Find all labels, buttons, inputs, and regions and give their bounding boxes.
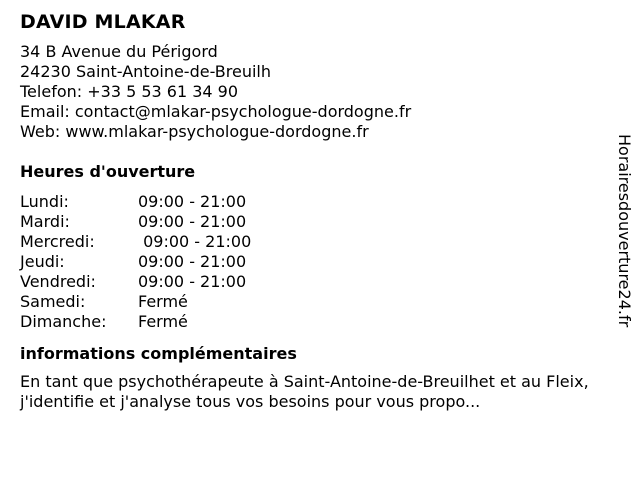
hours-day: Lundi: bbox=[20, 192, 69, 211]
hours-row-saturday bbox=[20, 292, 610, 312]
hours-time: 09:00 - 21:00 bbox=[138, 192, 247, 211]
web-line: Web: www.mlakar-psychologue-dordogne.fr bbox=[20, 122, 369, 141]
hours-time: 09:00 - 21:00 bbox=[138, 212, 247, 231]
site-watermark: Horairesdouverture24.fr bbox=[615, 134, 634, 328]
hours-row-monday bbox=[20, 192, 610, 212]
hours-day: Samedi: bbox=[20, 292, 86, 311]
opening-hours-heading: Heures d'ouverture bbox=[20, 162, 196, 181]
hours-time: 09:00 - 21:00 bbox=[138, 232, 252, 251]
hours-row-friday bbox=[20, 272, 610, 292]
hours-row-wednesday bbox=[20, 232, 610, 252]
hours-time: Fermé bbox=[138, 292, 188, 311]
opening-hours-table bbox=[20, 192, 610, 332]
hours-time: Fermé bbox=[138, 312, 188, 331]
hours-row-thursday bbox=[20, 252, 610, 272]
business-card bbox=[20, 10, 610, 412]
hours-day: Mardi: bbox=[20, 212, 70, 231]
hours-time: 09:00 - 21:00 bbox=[138, 252, 247, 271]
phone-line: Telefon: +33 5 53 61 34 90 bbox=[20, 82, 239, 101]
hours-time: 09:00 - 21:00 bbox=[138, 272, 247, 291]
hours-row-tuesday bbox=[20, 212, 610, 232]
hours-day: Dimanche: bbox=[20, 312, 107, 331]
additional-info-text: En tant que psychothérapeute à Saint-Antoine-de-Breuilhet et au Fleix, j'identifie et j'analyse tous vos besoins pour vous propo... bbox=[20, 372, 589, 411]
email-line: Email: contact@mlakar-psychologue-dordogne.fr bbox=[20, 102, 412, 121]
hours-day: Mercredi: bbox=[20, 232, 95, 251]
address-line-1: 34 B Avenue du Périgord bbox=[20, 42, 218, 61]
hours-day: Vendredi: bbox=[20, 272, 96, 291]
business-name: DAVID MLAKAR bbox=[20, 11, 186, 33]
hours-row-sunday bbox=[20, 312, 610, 332]
hours-day: Jeudi: bbox=[20, 252, 65, 271]
additional-info-heading: informations complémentaires bbox=[20, 344, 297, 363]
address-line-2: 24230 Saint-Antoine-de-Breuilh bbox=[20, 62, 271, 81]
